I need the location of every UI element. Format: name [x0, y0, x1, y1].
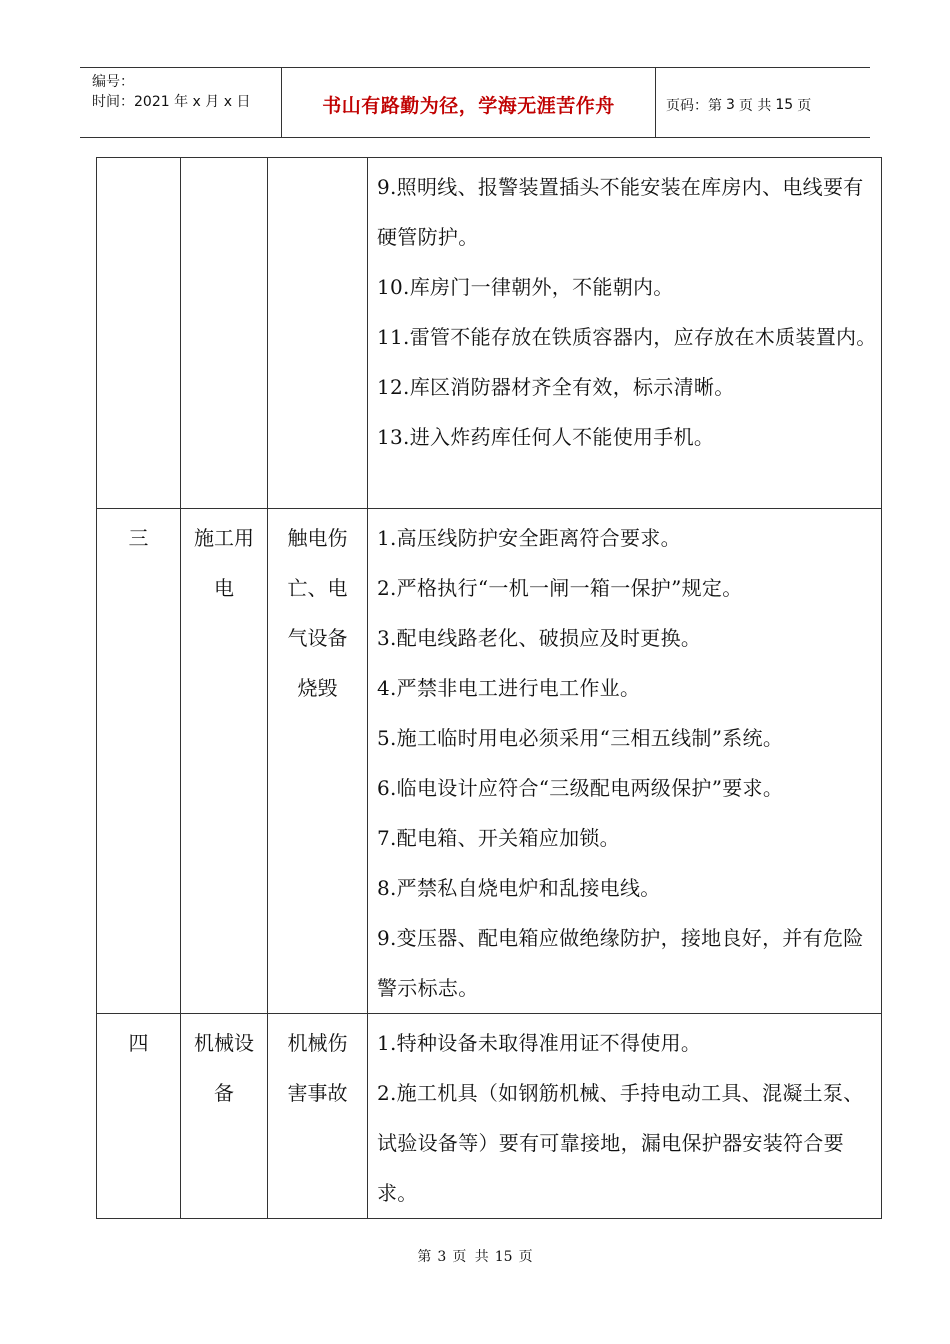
category-cell: [181, 509, 268, 1014]
list-item: 7.配电箱、开关箱应加锁。: [377, 826, 620, 850]
page-current: 3: [726, 96, 735, 113]
hazard-text: 触电伤: [287, 526, 348, 550]
header-page-info: [656, 68, 870, 137]
hazard-text: 气设备: [287, 626, 348, 650]
index-cell: [97, 1014, 181, 1219]
motto: 书山有路勤为径，学海无涯苦作舟: [322, 95, 615, 117]
hazard-text: 亡、电: [287, 576, 348, 600]
footer-current: 3: [437, 1249, 447, 1265]
page-total: 15: [775, 96, 794, 113]
list-item: 9.照明线、报警装置插头不能安装在库房内、电线要有硬管防护。: [377, 175, 864, 249]
hazard-text: 害事故: [287, 1081, 348, 1105]
list-item: 4.严禁非电工进行电工作业。: [377, 676, 641, 700]
header-meta: [80, 68, 282, 137]
index-cell: [97, 158, 181, 509]
hazard-text: 烧毁: [297, 676, 338, 700]
footer-mid: 页 共: [452, 1249, 489, 1265]
list-item: 1.特种设备未取得准用证不得使用。: [377, 1031, 702, 1055]
list-item: 2.严格执行“一机一闸一箱一保护”规定。: [377, 576, 743, 600]
index-cell: [97, 509, 181, 1014]
section-index: 四: [128, 1031, 149, 1055]
safety-measures-table: [96, 157, 882, 1219]
category-cell: [181, 1014, 268, 1219]
hazard-cell: [268, 509, 368, 1014]
category-text: 施工用: [194, 526, 254, 550]
hazard-cell: [268, 158, 368, 509]
list-item: 3.配电线路老化、破损应及时更换。: [377, 626, 702, 650]
page-header: [80, 67, 870, 138]
category-text: 电: [214, 576, 234, 600]
page-prefix: 页码：第: [666, 97, 722, 114]
table-row: [97, 1014, 882, 1219]
list-item: 13.进入炸药库任何人不能使用手机。: [377, 425, 715, 449]
footer-suffix: 页: [518, 1249, 533, 1265]
section-index: 三: [128, 526, 149, 550]
list-item: 10.库房门一律朝外，不能朝内。: [377, 275, 674, 299]
measures-cell: [368, 1014, 882, 1219]
list-item: 12.库区消防器材齐全有效，标示清晰。: [377, 375, 735, 399]
header-motto-cell: [282, 68, 656, 137]
hazard-text: 机械伤: [287, 1031, 348, 1055]
category-text: 备: [214, 1081, 234, 1105]
page-mid: 页 共: [738, 97, 772, 114]
table-row: [97, 509, 882, 1014]
category-cell: [181, 158, 268, 509]
date-label: 时间：2021 年 x 月 x 日: [92, 94, 251, 110]
hazard-cell: [268, 1014, 368, 1219]
footer-total: 15: [494, 1249, 513, 1265]
list-item: 9.变压器、配电箱应做绝缘防护，接地良好，并有危险警示标志。: [377, 926, 864, 1000]
list-item: 6.临电设计应符合“三级配电两级保护”要求。: [377, 776, 784, 800]
page-suffix: 页: [797, 97, 812, 114]
measures-cell: [368, 158, 882, 509]
list-item: 11.雷管不能存放在铁质容器内，应存放在木质装置内。: [377, 325, 877, 349]
list-item: 8.严禁私自烧电炉和乱接电线。: [377, 876, 661, 900]
list-item: 1.高压线防护安全距离符合要求。: [377, 526, 681, 550]
list-item: 5.施工临时用电必须采用“三相五线制”系统。: [377, 726, 784, 750]
page-footer: [0, 1246, 950, 1266]
list-item: 2.施工机具（如钢筋机械、手持电动工具、混凝土泵、试验设备等）要有可靠接地，漏电保护器安装符合要求。: [377, 1081, 864, 1205]
measures-cell: [368, 509, 882, 1014]
category-text: 机械设: [194, 1031, 254, 1055]
number-label: 编号：: [92, 74, 134, 90]
footer-prefix: 第: [417, 1249, 432, 1265]
table-row: [97, 158, 882, 509]
